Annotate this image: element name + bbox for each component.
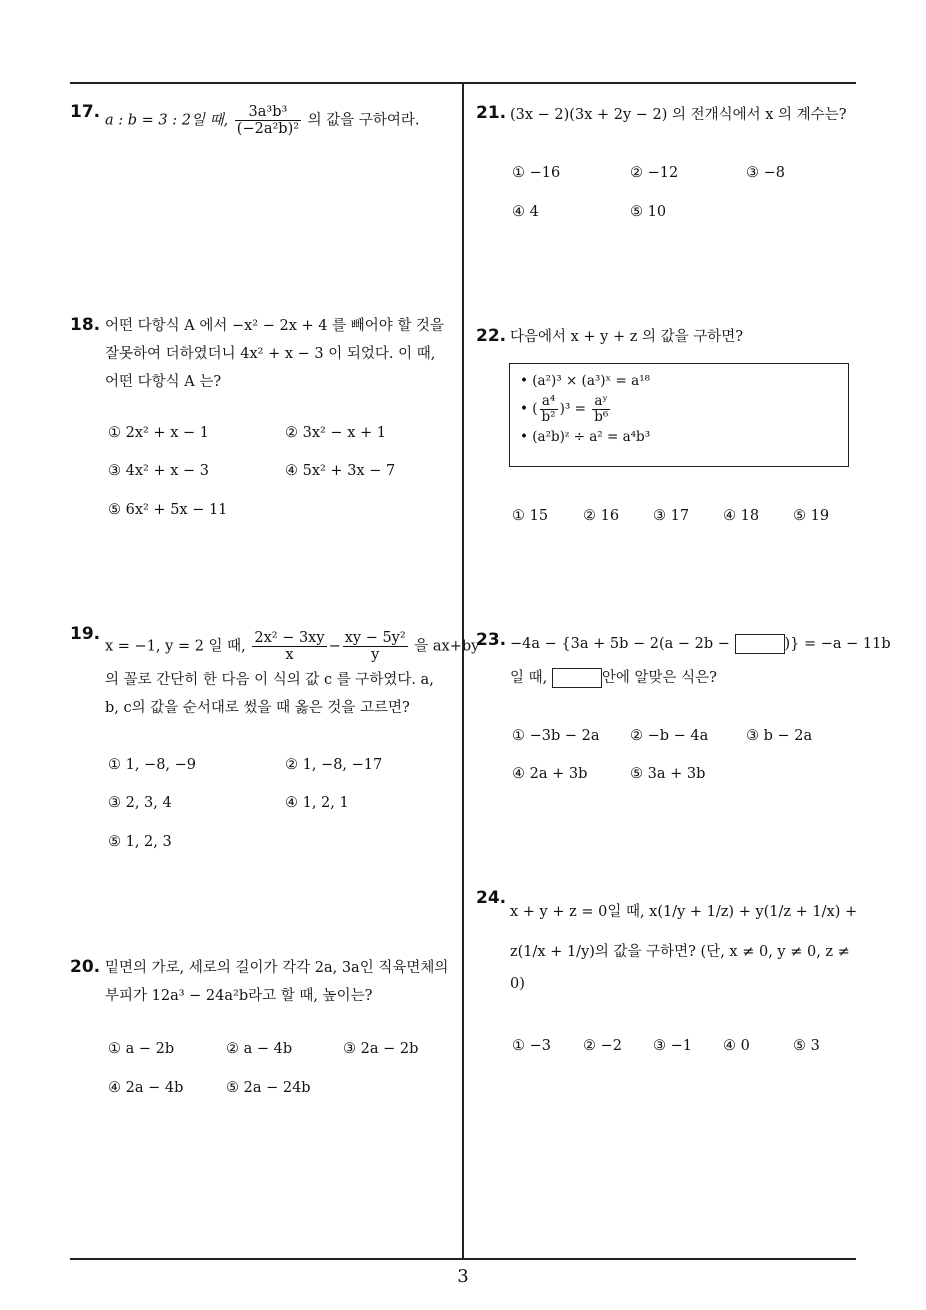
answer-option[interactable]: ③ −1 [653, 1038, 692, 1054]
question-text: z(1/x + 1/y)의 값을 구하면? (단, x ≠ 0, y ≠ 0, z ≠ [510, 944, 850, 960]
page-number: 3 [457, 1266, 469, 1287]
answer-option[interactable]: ③ 4x² + x − 3 [108, 463, 209, 479]
answer-option[interactable]: ③ 17 [653, 508, 690, 524]
condition-line: )³ = [559, 401, 586, 417]
answer-blank [735, 634, 785, 654]
answer-option[interactable]: ④ 18 [723, 508, 760, 524]
question-text: x + y + z = 0일 때, x(1/y + 1/z) + y(1/z + 1/x) + [510, 904, 858, 920]
question-text: −4a − {3a + 5b − 2(a − 2b − [510, 636, 730, 652]
question-text: 어떤 다항식 A 는? [105, 374, 222, 390]
answer-option[interactable]: ② −b − 4a [630, 728, 709, 744]
condition-box [509, 363, 849, 467]
minus-sign: − [328, 638, 341, 655]
answer-option[interactable]: ⑤ 6x² + 5x − 11 [108, 502, 228, 518]
question-number: 21. [476, 103, 507, 123]
question-number: 23. [476, 630, 507, 650]
question-number: 24. [476, 888, 507, 908]
question-text: 어떤 다항식 A 에서 −x² − 2x + 4 를 빼어야 할 것을 [105, 318, 444, 334]
answer-option[interactable]: ② 1, −8, −17 [285, 757, 383, 773]
question-text: (3x − 2)(3x + 2y − 2) 의 전개식에서 x 의 계수는? [510, 107, 847, 123]
answer-option[interactable]: ③ 2, 3, 4 [108, 795, 172, 811]
fraction: $\frac{\text{a⁴}}{\text{b²}}$ [541, 393, 556, 425]
question-text: 0) [510, 976, 525, 992]
question-number: 20. [70, 957, 101, 977]
answer-option[interactable]: ③ 2a − 2b [343, 1041, 419, 1057]
answer-option[interactable]: ④ 4 [512, 204, 539, 220]
question-text: 다음에서 x + y + z 의 값을 구하면? [510, 329, 744, 345]
condition-line: • ( [520, 401, 538, 417]
question-text: a : b = 3 : 2일 때, [105, 112, 229, 129]
answer-option[interactable]: ⑤ 19 [793, 508, 830, 524]
bottom-rule [70, 1258, 856, 1260]
answer-option[interactable]: ⑤ 2a − 24b [226, 1080, 311, 1096]
answer-option[interactable]: ⑤ 3 [793, 1038, 820, 1054]
answer-option[interactable]: ④ 0 [723, 1038, 750, 1054]
answer-option[interactable]: ② −2 [583, 1038, 622, 1054]
answer-option[interactable]: ④ 2a − 4b [108, 1080, 184, 1096]
question-text: )} = −a − 11b [784, 636, 891, 652]
fraction: $\frac{\text{aʸ}}{\text{b⁶}}$ [594, 393, 609, 425]
answer-option[interactable]: ② a − 4b [226, 1041, 293, 1057]
answer-option[interactable]: ② 3x² − x + 1 [285, 425, 386, 441]
answer-option[interactable]: ② 16 [583, 508, 620, 524]
question-text: 잘못하여 더하였더니 4x² + x − 3 이 되었다. 이 때, [105, 346, 436, 362]
answer-option[interactable]: ④ 5x² + 3x − 7 [285, 463, 396, 479]
question-text: 의 값을 구하여라. [307, 112, 420, 129]
answer-option[interactable]: ③ −8 [746, 165, 785, 181]
question-number: 22. [476, 326, 507, 346]
fraction: $\frac{\text{xy − 5y²}}{y}$ [344, 630, 406, 663]
question-text: x = −1, y = 2 일 때, [105, 638, 246, 655]
answer-option[interactable]: ④ 2a + 3b [512, 766, 588, 782]
answer-option[interactable]: ① 15 [512, 508, 549, 524]
question-text: 부피가 12a³ − 24a²b라고 할 때, 높이는? [105, 988, 373, 1004]
answer-option[interactable]: ③ b − 2a [746, 728, 813, 744]
answer-option[interactable]: ① 1, −8, −9 [108, 757, 197, 773]
question-text: 안에 알맞은 식은? [601, 670, 717, 686]
answer-blank [552, 668, 602, 688]
condition-line: • (a²)³ × (a³)ˣ = a¹⁸ [520, 373, 651, 389]
question-number: 17. [70, 102, 101, 122]
condition-line: • (a²b)ᶻ ÷ a² = a⁴b³ [520, 429, 651, 445]
question-number: 18. [70, 315, 101, 335]
answer-option[interactable]: ⑤ 1, 2, 3 [108, 834, 172, 850]
answer-option[interactable]: ① a − 2b [108, 1041, 175, 1057]
answer-option[interactable]: ⑤ 3a + 3b [630, 766, 706, 782]
answer-option[interactable]: ① −3 [512, 1038, 551, 1054]
fraction: $\frac{\text{3a³b³}}{\text{(−2a²b)²}}$ [236, 104, 300, 137]
question-text: b, c의 값을 순서대로 썼을 때 옳은 것을 고르면? [105, 700, 410, 716]
answer-option[interactable]: ⑤ 10 [630, 204, 667, 220]
question-text: 의 꼴로 간단히 한 다음 이 식의 값 c 를 구하였다. a, [105, 672, 434, 688]
question-text: 일 때, [510, 670, 548, 686]
question-number: 19. [70, 624, 101, 644]
question-text: 밑면의 가로, 세로의 길이가 각각 2a, 3a인 직육면체의 [105, 960, 449, 976]
answer-option[interactable]: ① 2x² + x − 1 [108, 425, 209, 441]
fraction: $\frac{\text{2x² − 3xy}}{x}$ [254, 630, 325, 663]
question-text: 을 ax+by [414, 638, 480, 655]
answer-option[interactable]: ② −12 [630, 165, 679, 181]
answer-option[interactable]: ④ 1, 2, 1 [285, 795, 349, 811]
answer-option[interactable]: ① −16 [512, 165, 561, 181]
answer-option[interactable]: ① −3b − 2a [512, 728, 600, 744]
